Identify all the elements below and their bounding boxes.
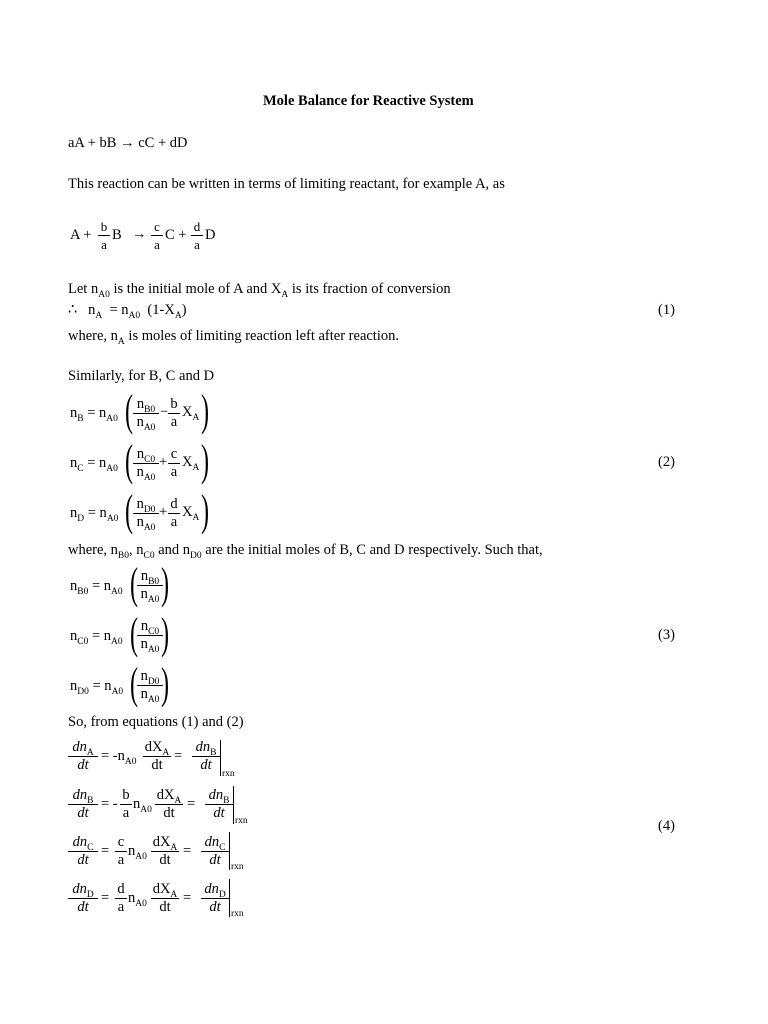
frac-den: a xyxy=(170,414,178,430)
sub: B xyxy=(223,795,230,806)
eval-bar xyxy=(233,786,234,824)
lr-frac-d-over-a xyxy=(191,218,203,253)
eval-bar xyxy=(229,832,230,870)
sub: A xyxy=(192,462,200,473)
eq4-dXA-dt xyxy=(151,881,179,916)
sub: A xyxy=(170,842,178,853)
eq4-dXA-dt xyxy=(151,834,179,869)
eq4-b-over-a xyxy=(120,787,132,822)
paren-right: ) xyxy=(161,659,170,708)
frac-den: dt xyxy=(163,805,175,821)
frac-den: a xyxy=(117,899,125,915)
lr-frac-c-over-a xyxy=(151,218,163,253)
equation-number-1: (1) xyxy=(658,302,675,318)
sub: C0 xyxy=(144,454,156,465)
frac-num: c xyxy=(168,446,180,464)
lr-a-plus: A + xyxy=(70,227,92,243)
sub: A0 xyxy=(106,463,118,474)
where2-text-1: where, n xyxy=(68,542,118,558)
eq1-sub-A0: A0 xyxy=(128,310,141,321)
frac-num: $n_{D0}$ xyxy=(133,496,159,514)
eq1-sub-A: A xyxy=(95,310,103,321)
sub: A xyxy=(170,889,178,900)
where1-sub: A xyxy=(117,336,125,347)
lr-frac-den: a xyxy=(194,237,200,252)
let-text-3: is its fraction of conversion xyxy=(288,281,451,297)
sub: D0 xyxy=(143,504,156,515)
sub: A0 xyxy=(111,686,124,697)
frac-den: dt xyxy=(159,852,171,868)
equals: = xyxy=(174,748,183,764)
intro-text: This reaction can be written in terms of limiting reactant, for example A, as xyxy=(68,176,505,192)
let-text-2: is the initial mole of A and X xyxy=(109,281,282,297)
frac-den: $n_{A0}$ xyxy=(140,686,160,705)
frac-num: $dn_C$ xyxy=(68,834,98,852)
frac-den: $n_{A0}$ xyxy=(140,586,160,605)
frac-num: $n_{B0}$ xyxy=(137,568,163,586)
sub: A0 xyxy=(111,636,123,647)
frac-num: c xyxy=(115,834,127,852)
sub: A0 xyxy=(140,804,152,815)
eq2-nC-lhs: $n_C = n_{A0}$ xyxy=(70,455,118,474)
frac-num: d xyxy=(168,496,180,514)
frac-den: dt xyxy=(200,757,212,773)
eq4-rowD-eq: = xyxy=(101,890,110,906)
frac-num: $n_{C0}$ xyxy=(137,618,163,636)
lr-frac-num: d xyxy=(191,218,203,236)
reaction-equation: aA + bB → cC + dD xyxy=(68,135,188,151)
eq4-d-over-a xyxy=(115,881,127,916)
minus-sign: − xyxy=(160,404,169,420)
paren-right: ) xyxy=(201,386,210,435)
frac-num: b xyxy=(120,787,132,805)
sub: A0 xyxy=(147,644,160,655)
rxn-subscript: rxn xyxy=(231,909,244,919)
frac-num: $dn_A$ xyxy=(68,739,98,757)
frac-num: $n_{D0}$ xyxy=(137,668,163,686)
where2-text-2: , n xyxy=(129,542,144,558)
frac-den: a xyxy=(170,464,178,480)
eq1-sub-XA: A xyxy=(174,310,182,321)
eq4-rowC-nA0: $n_{A0}$ xyxy=(128,843,147,862)
equation-1: ∴ $n_A = n_{A0}$ $(1-X_A)$ xyxy=(68,302,187,321)
lr-D: D xyxy=(205,227,216,243)
equation-number-3: (3) xyxy=(658,627,675,643)
sub: A0 xyxy=(143,472,156,483)
sub: A xyxy=(174,795,182,806)
eq4-rowD-nA0: $n_{A0}$ xyxy=(128,890,147,909)
lr-frac-num: c xyxy=(151,218,163,236)
where2-sub-2: C0 xyxy=(143,550,155,561)
sub: C0 xyxy=(77,636,89,647)
lr-frac-b-over-a xyxy=(98,218,110,253)
frac-den: a xyxy=(117,852,125,868)
sub: B0 xyxy=(148,576,160,587)
sub: C0 xyxy=(148,626,160,637)
frac-num: b xyxy=(168,396,180,414)
paren-left: ( xyxy=(130,559,139,608)
sub: A xyxy=(192,512,200,523)
eq3-nD0-lhs: $n_{D0} = n_{A0}$ xyxy=(70,678,124,697)
sub: B0 xyxy=(77,586,89,597)
paren-right: ) xyxy=(161,609,170,658)
sub: A xyxy=(162,747,170,758)
eq2-b-over-a xyxy=(168,396,180,431)
frac-num: $dn_D$ xyxy=(201,881,229,899)
lr-C-plus: C + xyxy=(165,227,187,243)
eq1-nA: n xyxy=(88,302,96,318)
lr-frac-den: a xyxy=(101,237,107,252)
paren-right: ) xyxy=(201,486,210,535)
frac-den: dt xyxy=(209,899,221,915)
frac-den: $n_{A0}$ xyxy=(136,464,156,483)
eq4-dXA-dt xyxy=(143,739,171,774)
frac-num: $dn_D$ xyxy=(68,881,98,899)
therefore-symbol: ∴ xyxy=(68,302,78,318)
frac-den: dt xyxy=(159,899,171,915)
eq4-dnC-dt-rhs xyxy=(201,834,229,869)
eq4-dnD-dt-rhs xyxy=(201,881,229,916)
paren-left: ( xyxy=(130,659,139,708)
eq4-rowA-mid: = $-n_{A0}$ xyxy=(101,748,137,767)
eq2-nB-frac xyxy=(133,396,159,431)
frac-num: $dX_A$ xyxy=(144,739,170,758)
frac-num: $dX_A$ xyxy=(152,834,178,853)
let-sub-2: A xyxy=(281,289,289,300)
frac-den: dt xyxy=(213,805,225,821)
lr-arrow: → xyxy=(132,226,147,242)
sub: D xyxy=(86,889,94,900)
frac-num: $n_{C0}$ xyxy=(133,446,159,464)
sub: A0 xyxy=(143,422,156,433)
eq4-dnD-dt-lhs xyxy=(68,881,98,916)
similarly-text: Similarly, for B, C and D xyxy=(68,368,215,384)
page-title: Mole Balance for Reactive System xyxy=(263,93,474,109)
frac-num: d xyxy=(115,881,127,899)
sub: A0 xyxy=(143,522,156,533)
let-line xyxy=(68,281,451,298)
lr-frac-num: b xyxy=(98,218,110,236)
sub: A0 xyxy=(135,851,147,862)
equals: = xyxy=(183,843,192,859)
where2-sub-1: B0 xyxy=(117,550,130,561)
lr-B: B xyxy=(112,227,122,243)
eq4-dnB-dt-rhs xyxy=(205,787,233,822)
sub: A0 xyxy=(147,594,160,605)
sub: A0 xyxy=(124,756,137,767)
sub: D0 xyxy=(147,676,160,687)
eq2-nD-lhs: $n_D = n_{A0}$ xyxy=(70,505,119,524)
eq2-nC-frac xyxy=(133,446,159,481)
eval-bar xyxy=(220,740,221,776)
frac-num: $n_{B0}$ xyxy=(133,396,159,414)
sub: A0 xyxy=(106,413,118,424)
sub: B xyxy=(210,747,217,758)
frac-num: $dX_A$ xyxy=(156,787,182,806)
eq4-c-over-a xyxy=(115,834,127,869)
sub: C xyxy=(77,463,84,474)
eq2-c-over-a xyxy=(168,446,180,481)
eq4-dnB-dt-lhs xyxy=(68,787,98,822)
frac-den: $n_{A0}$ xyxy=(140,636,160,655)
frac-den: dt xyxy=(77,805,89,821)
eq4-dXA-dt xyxy=(155,787,183,822)
sub: D0 xyxy=(77,686,89,697)
frac-num: $dX_A$ xyxy=(152,881,178,900)
where2-text-4: are the initial moles of B, C and D respectively. Such that, xyxy=(201,542,543,558)
frac-num: $dn_B$ xyxy=(205,787,233,805)
sub: B xyxy=(77,413,84,424)
eval-bar xyxy=(229,879,230,917)
eq3-nC0-frac xyxy=(137,618,163,653)
so-from-text: So, from equations (1) and (2) xyxy=(68,714,244,730)
rxn-subscript: rxn xyxy=(235,816,248,826)
frac-den: a xyxy=(122,805,130,821)
equals: = xyxy=(183,890,192,906)
let-sub-1: A0 xyxy=(98,289,110,300)
sub: A xyxy=(86,747,94,758)
eq2-XA: $X_A$ xyxy=(182,404,200,423)
paren-left: ( xyxy=(130,609,139,658)
sub: D xyxy=(218,889,226,900)
paren-right: ) xyxy=(161,559,170,608)
eq4-dnB-dt xyxy=(192,739,220,774)
where1-text-2: is moles of limiting reaction left after reaction. xyxy=(124,328,399,344)
frac-num: $dn_C$ xyxy=(201,834,229,852)
frac-den: dt xyxy=(77,852,89,868)
eq2-nB-lhs: $n_B = n_{A0}$ xyxy=(70,405,118,424)
lr-frac-den: a xyxy=(154,237,160,252)
eq4-rowB-nA0: $n_{A0}$ xyxy=(133,796,152,815)
eq3-nD0-frac xyxy=(137,668,163,703)
frac-den: dt xyxy=(77,899,89,915)
eq3-nB0-lhs: $n_{B0} = n_{A0}$ xyxy=(70,578,123,597)
where-line-1 xyxy=(68,328,399,345)
rxn-subscript: rxn xyxy=(231,862,244,872)
eq4-rowB-eq: = - xyxy=(101,796,118,812)
paren-right: ) xyxy=(201,436,210,485)
rxn-subscript: rxn xyxy=(222,769,235,779)
paren-left: ( xyxy=(125,436,134,485)
sub: A0 xyxy=(106,513,119,524)
sub: D xyxy=(77,513,85,524)
sub: A0 xyxy=(135,898,147,909)
sub: A0 xyxy=(111,586,123,597)
sub: B xyxy=(87,795,94,806)
frac-den: $n_{A0}$ xyxy=(136,414,156,433)
where2-text-3: and n xyxy=(154,542,191,558)
frac-den: $n_{A0}$ xyxy=(136,514,156,533)
eq4-dnA-dt xyxy=(68,739,98,774)
eq2-XA: $X_A$ xyxy=(182,504,200,523)
frac-den: dt xyxy=(209,852,221,868)
sub: B0 xyxy=(144,404,156,415)
eq4-rowC-eq: = xyxy=(101,843,110,859)
plus-sign: + xyxy=(159,454,168,470)
sub: C xyxy=(219,842,226,853)
eq2-nD-frac xyxy=(133,496,159,531)
sub: A xyxy=(192,412,200,423)
eq3-nC0-lhs: $n_{C0} = n_{A0}$ xyxy=(70,628,123,647)
frac-num: $dn_B$ xyxy=(68,787,98,805)
eq4-dnC-dt-lhs xyxy=(68,834,98,869)
frac-den: a xyxy=(170,514,178,530)
where1-text-1: where, n xyxy=(68,328,118,344)
eq2-XA: $X_A$ xyxy=(182,454,200,473)
where-line-2 xyxy=(68,542,543,559)
sub: A0 xyxy=(147,694,160,705)
eq2-d-over-a xyxy=(168,496,180,531)
paren-left: ( xyxy=(125,486,134,535)
frac-num: $dn_B$ xyxy=(192,739,220,757)
eq3-nB0-frac xyxy=(137,568,163,603)
let-text-1: Let n xyxy=(68,281,99,297)
paren-left: ( xyxy=(125,386,134,435)
where2-sub-3: D0 xyxy=(190,550,202,561)
equals: = xyxy=(187,796,196,812)
frac-den: dt xyxy=(77,757,89,773)
equation-number-4: (4) xyxy=(658,818,675,834)
sub: C xyxy=(87,842,94,853)
equation-number-2: (2) xyxy=(658,454,675,470)
plus-sign: + xyxy=(159,504,168,520)
frac-den: dt xyxy=(151,757,163,773)
